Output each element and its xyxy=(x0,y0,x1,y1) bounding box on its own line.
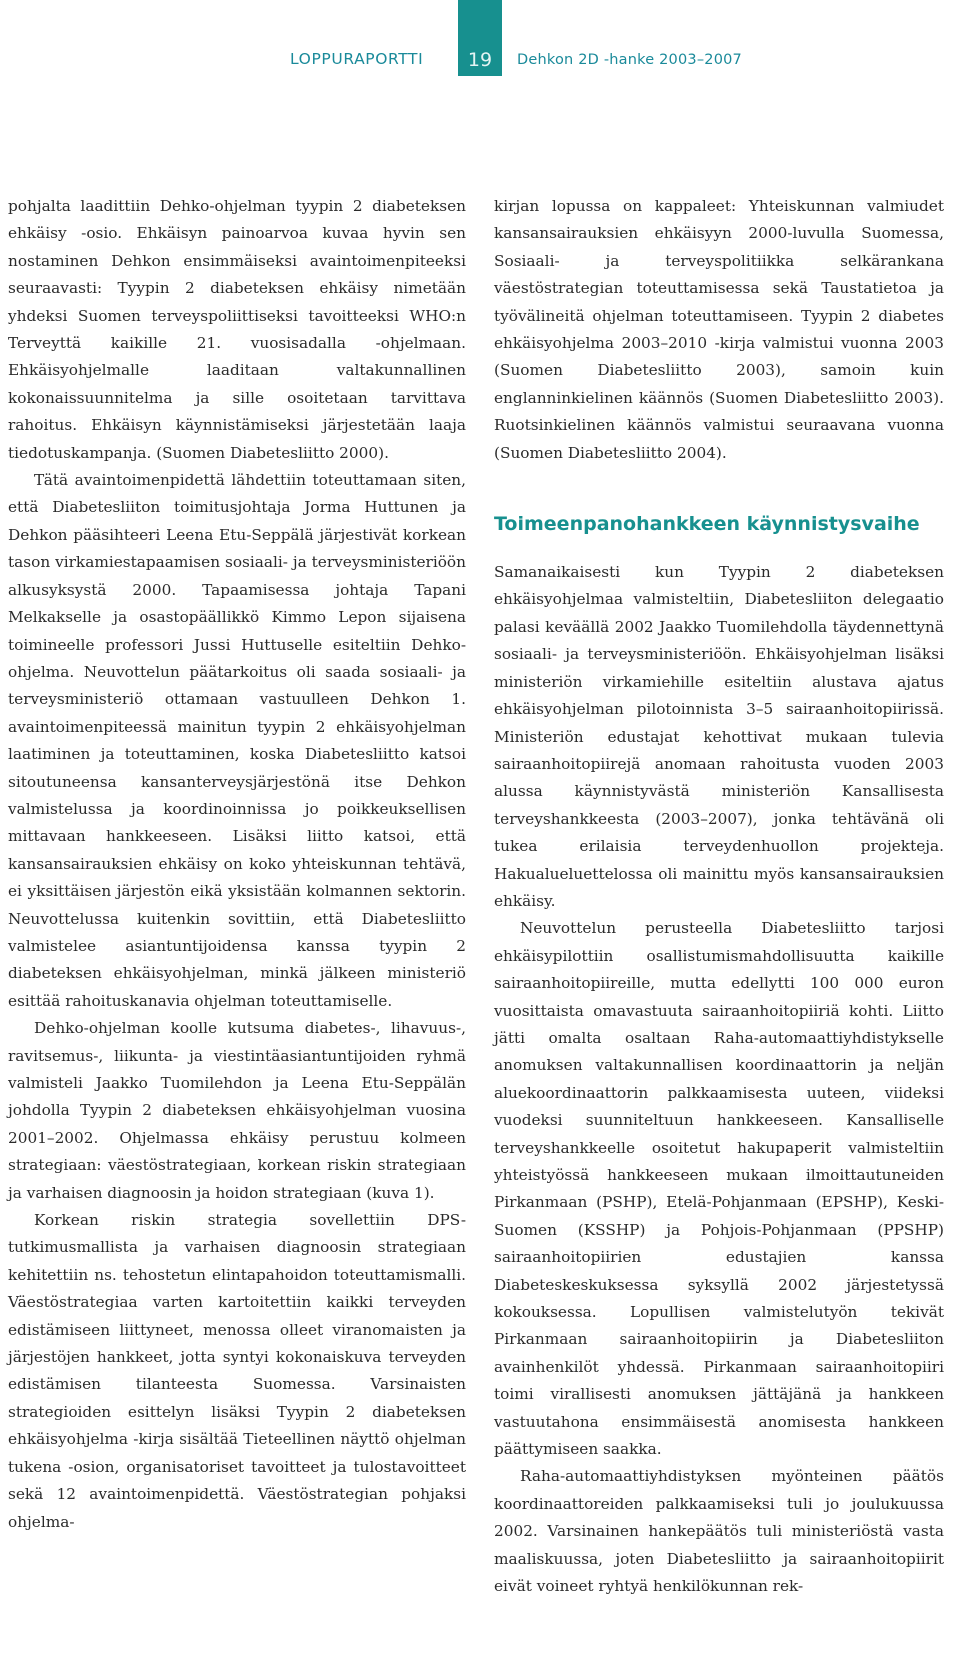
paragraph: Dehko-ohjelman koolle kutsuma diabetes-, lihavuus-, ravitsemus-, liikunta- ja viestintäasiantuntijoiden ryhmä valmisteli Jaakko Tuomilehdon ja Leena Etu-Seppälän johdolla Tyypin 2 diabeteksen ehkäisyohjelman vuosina 2001–2002. Ohjelmassa ehkäisy perustuu kolmeen strategiaan: väestöstrategiaan, korkean riskin strategiaan ja varhaisen diagnoosin ja hoidon strategiaan (kuva 1). xyxy=(8,1019,466,1202)
page-number-box xyxy=(458,0,502,76)
paragraph: kirjan lopussa on kappaleet: Yhteiskunnan valmiudet kansansairauksien ehkäisyyn 2000-luvulla Suomessa, Sosiaali- ja terveyspolitiikka selkärankana väestöstrategian toteuttamisessa sekä Taustatietoa ja työvälineitä ohjelman toteuttamiseen. Tyypin 2 diabetes ehkäisyohjelma 2003–2010 -kirja valmistui vuonna 2003 (Suomen Diabetesliitto 2003), samoin kuin englanninkielinen käännös (Suomen Diabetesliitto 2003). Ruotsinkielinen käännös valmistui seuraavana vuonna (Suomen Diabetesliitto 2004). xyxy=(494,197,944,462)
paragraph: Tätä avaintoimenpidettä lähdettiin toteuttamaan siten, että Diabetesliiton toimitusjohtaja Jorma Huttunen ja Dehkon pääsihteeri Leena Etu-Seppälä järjestivät korkean tason virkamiestapaamisen sosiaali- ja terveysministeriöön alkusyksystä 2000. Tapaamisessa johtaja Tapani Melkakselle ja osastopäällikkö Kimmo Lepon sijaisena toimineelle professori Jussi Huttuselle esiteltiin Dehko-ohjelma. Neuvottelun päätarkoitus oli saada sosiaali- ja terveysministeriö ottamaan vastuulleen Dehkon 1. avaintoimenpiteessä mainitun tyypin 2 ehkäisyohjelman laatiminen ja toteuttaminen, koska Diabetesliitto katsoi sitoutuneensa kansanterveysjärjestönä itse Dehkon valmistelussa ja koordinoinnissa jo poikkeuksellisen mittavaan hankkeeseen. Lisäksi liitto katsoi, että kansansairauksien ehkäisy on koko yhteiskunnan tehtävä, ei yksittäisen järjestön eikä yksistään kolmannen sektorin. Neuvottelussa kuitenkin sovittiin, että Diabetesliitto valmistelee asiantuntijoidensa kanssa tyypin 2 diabeteksen ehkäisyohjelman, minkä jälkeen ministeriö esittää rahoituskanavia ohjelman toteuttamiselle. xyxy=(8,471,466,1010)
project-label: Dehkon 2D -hanke 2003–2007 xyxy=(517,52,742,68)
page-number: 19 xyxy=(467,49,493,71)
report-section-label: LOPPURAPORTTI xyxy=(290,50,424,68)
paragraph: Samanaikaisesti kun Tyypin 2 diabeteksen ehkäisyohjelmaa valmisteltiin, Diabetesliiton delegaatio palasi keväällä 2002 Jaakko Tuomilehdolla täydennettynä sosiaali- ja terveysministeriöön. Ehkäisyohjelman lisäksi ministeriön virkamiehille esiteltiin alustava ajatus ehkäisyohjelman pilotoinnista 3–5 sairaanhoitopiirissä. Ministeriön edustajat kehottivat mukaan tulevia sairaanhoitopiirejä anomaan rahoitusta vuoden 2003 alussa käynnistyvästä ministeriön Kansallisesta terveyshankkeesta (2003–2007), jonka tehtävänä oli tukea erilaisia terveydenhuollon projekteja. Hakualueluettelossa oli mainittu myös kansansairauksien ehkäisy. xyxy=(494,563,944,910)
section-heading: Toimeenpanohankkeen käynnistysvaihe xyxy=(494,513,920,536)
paragraph: pohjalta laadittiin Dehko-ohjelman tyypin 2 diabeteksen ehkäisy -osio. Ehkäisyn painoarvoa kuvaa hyvin sen nostaminen Dehkon ensimmäiseksi avaintoimenpiteeksi seuraavasti: Tyypin 2 diabeteksen ehkäisy nimetään yhdeksi Suomen terveyspoliittiseksi tavoitteeksi WHO:n Terveyttä kaikille 21. vuosisadalla -ohjelmaan. Ehkäisyohjelmalle laaditaan valtakunnallinen kokonaissuunnitelma ja sille osoitetaan tarvittava rahoitus. Ehkäisyn käynnistämiseksi järjestetään laaja tiedotuskampanja. (Suomen Diabetesliitto 2000). xyxy=(8,197,466,462)
left-column xyxy=(8,193,466,1536)
right-column xyxy=(494,193,944,1601)
paragraph: Neuvottelun perusteella Diabetesliitto tarjosi ehkäisypilottiin osallistumismahdollisuutta kaikille sairaanhoitopiireille, mutta edellytti 100 000 euron vuosittaista omavastuuta sairaanhoitopiiriä kohti. Liitto jätti omalta osaltaan Raha-automaattiyhdistykselle anomuksen valtakunnallisen koordinaattorin ja neljän aluekoordinaattorin palkkaamisesta uuteen, viideksi vuodeksi suunniteltuun hankkeeseen. Kansalliselle terveyshankkeelle osoitetut hakupaperit valmisteltiin yhteistyössä hankkeeseen mukaan ilmoittautuneiden Pirkanmaan (PSHP), Etelä-Pohjanmaan (EPSHP), Keski-Suomen (KSSHP) ja Pohjois-Pohjanmaan (PPSHP) sairaanhoitopiirien edustajien kanssa Diabeteskeskuksessa syksyllä 2002 järjestetyssä kokouksessa. Lopullisen valmistelutyön tekivät Pirkanmaan sairaanhoitopiirin ja Diabetesliiton avainhenkilöt yhdessä. Pirkanmaan sairaanhoitopiiri toimi virallisesti anomuksen jättäjänä ja hankkeen vastuutahona ensimmäisestä anomisesta hankkeen päättymiseen saakka. xyxy=(494,919,944,1459)
page-header xyxy=(0,0,960,80)
paragraph: Raha-automaattiyhdistyksen myönteinen päätös koordinaattoreiden palkkaamiseksi tuli jo joulukuussa 2002. Varsinainen hankepäätös tuli ministeriöstä vasta maaliskuussa, joten Diabetesliitto ja sairaanhoitopiirit eivät voineet ryhtyä henkilökunnan rek- xyxy=(494,1467,944,1596)
paragraph: Korkean riskin strategia sovellettiin DPS-tutkimusmallista ja varhaisen diagnoosin strategiaan kehitettiin ns. tehostetun elintapahoidon toteuttamismalli. Väestöstrategiaa varten kartoitettiin kaikki terveyden edistämiseen liittyneet, menossa olleet viranomaisten ja järjestöjen hankkeet, jotta syntyi kokonaiskuva terveyden edistämisen tilanteesta Suomessa. Varsinaisten strategioiden esittelyn lisäksi Tyypin 2 diabeteksen ehkäisyohjelma -kirja sisältää Tieteellinen näyttö ohjelman tukena -osion, organisatoriset tavoitteet ja tulostavoitteet sekä 12 avaintoimenpidettä. Väestöstrategian pohjaksi ohjelma- xyxy=(8,1211,466,1531)
